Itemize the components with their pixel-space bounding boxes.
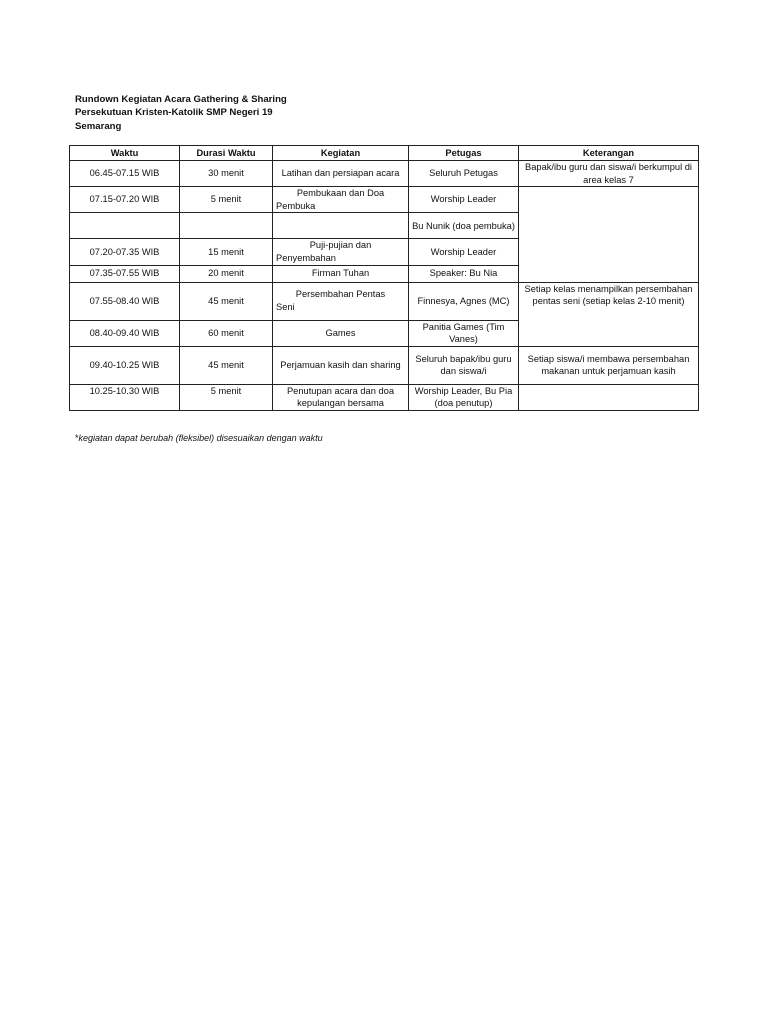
document-title — [75, 93, 415, 133]
cell-petugas: Seluruh Petugas — [409, 161, 519, 187]
cell-waktu: 08.40-09.40 WIB — [70, 320, 180, 346]
cell-waktu: 06.45-07.15 WIB — [70, 161, 180, 187]
cell-petugas: Worship Leader, Bu Pia (doa penutup) — [409, 384, 519, 410]
cell-durasi: 60 menit — [180, 320, 273, 346]
header-waktu: Waktu — [70, 146, 180, 161]
cell-durasi: 20 menit — [180, 265, 273, 282]
cell-waktu — [70, 213, 180, 239]
cell-waktu: 07.35-07.55 WIB — [70, 265, 180, 282]
cell-petugas: Speaker: Bu Nia — [409, 265, 519, 282]
cell-kegiatan: Games — [273, 320, 409, 346]
cell-kegiatan-line-1: Pembukaan dan Doa — [296, 188, 385, 199]
cell-keterangan: Setiap kelas menampilkan persembahan pentas seni (setiap kelas 2-10 menit) — [519, 282, 699, 346]
table-row — [70, 384, 699, 410]
cell-keterangan — [519, 384, 699, 410]
table-row — [70, 346, 699, 384]
cell-petugas: Bu Nunik (doa pembuka) — [409, 213, 519, 239]
cell-durasi: 45 menit — [180, 282, 273, 320]
cell-waktu: 07.20-07.35 WIB — [70, 239, 180, 265]
cell-keterangan-merged — [519, 187, 699, 282]
header-durasi: Durasi Waktu — [180, 146, 273, 161]
cell-kegiatan — [273, 282, 409, 320]
cell-kegiatan: Firman Tuhan — [273, 265, 409, 282]
title-line-2: Persekutuan Kristen-Katolik SMP Negeri 19 — [75, 107, 273, 119]
cell-durasi: 5 menit — [180, 187, 273, 213]
cell-keterangan: Setiap siswa/i membawa persembahan makanan untuk perjamuan kasih — [519, 346, 699, 384]
cell-kegiatan-line-1: Puji-pujian dan — [309, 240, 372, 251]
footnote-text: kegiatan dapat berubah (fleksibel) disesuaikan dengan waktu — [78, 433, 323, 443]
cell-kegiatan: Penutupan acara dan doa kepulangan bersama — [273, 384, 409, 410]
cell-kegiatan-line-2: Pembuka — [276, 200, 316, 211]
cell-durasi: 45 menit — [180, 346, 273, 384]
title-line-3: Semarang — [75, 120, 122, 132]
cell-waktu: 07.55-08.40 WIB — [70, 282, 180, 320]
cell-kegiatan: Latihan dan persiapan acara — [273, 161, 409, 187]
cell-petugas: Panitia Games (Tim Vanes) — [409, 320, 519, 346]
table-header-row — [70, 146, 699, 161]
cell-kegiatan-line-2: Penyembahan — [276, 252, 336, 263]
cell-kegiatan: Perjamuan kasih dan sharing — [273, 346, 409, 384]
cell-kegiatan — [273, 213, 409, 239]
header-petugas: Petugas — [409, 146, 519, 161]
table-row — [70, 282, 699, 320]
cell-waktu: 09.40-10.25 WIB — [70, 346, 180, 384]
footnote — [75, 432, 335, 445]
cell-waktu: 10.25-10.30 WIB — [70, 384, 180, 410]
cell-kegiatan-line-1: Persembahan Pentas — [295, 289, 386, 300]
footnote-asterisk: * — [75, 433, 79, 443]
cell-kegiatan-line-2: Seni — [276, 302, 295, 313]
cell-petugas: Worship Leader — [409, 239, 519, 265]
cell-kegiatan — [273, 187, 409, 213]
cell-durasi: 5 menit — [180, 384, 273, 410]
cell-kegiatan — [273, 239, 409, 265]
cell-petugas: Seluruh bapak/ibu guru dan siswa/i — [409, 346, 519, 384]
header-keterangan: Keterangan — [519, 146, 699, 161]
cell-petugas: Worship Leader — [409, 187, 519, 213]
cell-keterangan: Bapak/ibu guru dan siswa/i berkumpul di area kelas 7 — [519, 161, 699, 187]
cell-durasi — [180, 213, 273, 239]
cell-durasi: 30 menit — [180, 161, 273, 187]
table-row — [70, 161, 699, 187]
header-kegiatan: Kegiatan — [273, 146, 409, 161]
cell-petugas: Finnesya, Agnes (MC) — [409, 282, 519, 320]
table-row — [70, 187, 699, 213]
rundown-table — [69, 145, 699, 411]
title-line-1: Rundown Kegiatan Acara Gathering & Sharing — [75, 94, 287, 105]
cell-waktu: 07.15-07.20 WIB — [70, 187, 180, 213]
cell-durasi: 15 menit — [180, 239, 273, 265]
